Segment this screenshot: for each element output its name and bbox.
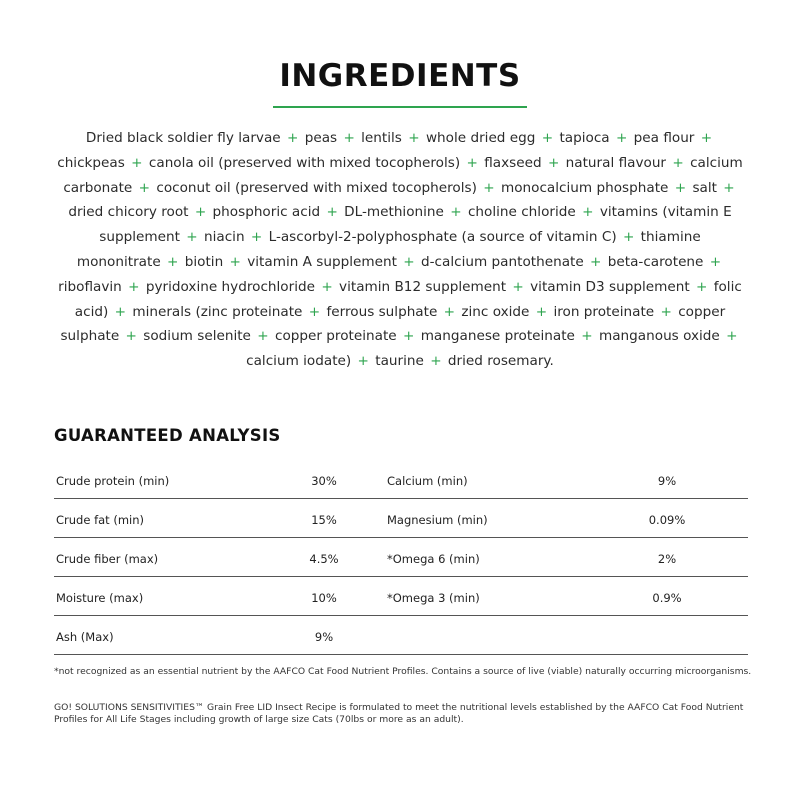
nutrient-label: Ash (Max) xyxy=(56,630,114,644)
ingredient-item: thiamine mononitrate xyxy=(76,229,701,270)
ingredient-item: dried chicory root xyxy=(68,204,189,221)
plus-separator: + xyxy=(229,253,241,270)
plus-separator: + xyxy=(672,154,684,171)
nutrient-label: Moisture (max) xyxy=(56,591,144,605)
ingredient-item: manganous oxide xyxy=(598,328,720,345)
plus-separator: + xyxy=(700,130,713,146)
ingredient-item: natural flavour xyxy=(565,154,667,171)
nutrient-label: Crude protein (min) xyxy=(56,474,170,488)
nutrient-value: 30% xyxy=(311,474,337,488)
ingredient-item: monocalcium phosphate xyxy=(500,179,669,196)
plus-separator: + xyxy=(286,130,299,146)
ingredient-item: phosphoric acid xyxy=(212,204,321,221)
heading-underline xyxy=(273,106,527,108)
plus-separator: + xyxy=(128,278,140,295)
nutrient-label: Calcium (min) xyxy=(387,474,468,488)
plus-separator: + xyxy=(186,229,198,246)
plus-separator: + xyxy=(402,328,415,345)
plus-separator: + xyxy=(125,328,137,345)
plus-separator: + xyxy=(709,253,722,270)
ingredient-item: Dried black soldier fly larvae xyxy=(85,130,281,146)
ingredient-item: salt xyxy=(692,179,717,196)
plus-separator: + xyxy=(114,303,127,320)
plus-separator: + xyxy=(167,253,179,270)
plus-separator: + xyxy=(547,154,560,171)
plus-separator: + xyxy=(408,130,420,146)
ingredient-item: choline chloride xyxy=(467,204,576,221)
plus-separator: + xyxy=(450,204,462,221)
ingredient-item: vitamins (vitamin E supplement xyxy=(99,204,732,246)
ingredient-item: minerals (zinc proteinate xyxy=(132,303,303,320)
nutrient-value: 9% xyxy=(657,474,677,488)
ingredient-item: zinc oxide xyxy=(461,303,530,320)
plus-separator: + xyxy=(357,353,369,370)
plus-separator: + xyxy=(723,179,735,196)
footnote: *not recognized as an essential nutrient by the AAFCO Cat Food Nutrient Profiles. Contains a source of live (viable) naturally occurring microorganisms. xyxy=(54,666,752,677)
nutrient-value: 0.9% xyxy=(652,591,682,605)
plus-separator: + xyxy=(582,204,594,221)
plus-separator: + xyxy=(430,353,442,370)
plus-separator: + xyxy=(622,229,635,246)
plus-separator: + xyxy=(695,278,708,295)
ingredient-item: vitamin A supplement xyxy=(247,253,397,270)
ingredient-item: chickpeas xyxy=(57,154,125,171)
ingredient-item: vitamin D3 supplement xyxy=(530,278,690,295)
plus-separator: + xyxy=(581,328,593,345)
guaranteed-analysis-heading: GUARANTEED ANALYSIS xyxy=(54,426,281,445)
nutrient-label: Magnesium (min) xyxy=(387,513,488,527)
nutrient-label: *Omega 3 (min) xyxy=(387,591,480,605)
ingredient-item: sodium selenite xyxy=(143,328,251,345)
plus-separator: + xyxy=(726,328,738,345)
ingredient-item: copper sulphate xyxy=(60,303,726,345)
ingredient-item: coconut oil (preserved with mixed tocopherols) xyxy=(156,179,477,196)
table-row xyxy=(54,616,748,655)
ingredients-heading: INGREDIENTS xyxy=(279,58,521,94)
ingredient-item: d-calcium pantothenate xyxy=(421,253,584,270)
plus-separator: + xyxy=(403,253,415,270)
ingredient-item: folic acid) xyxy=(74,278,742,320)
ingredient-item: dried rosemary. xyxy=(447,353,554,370)
nutrient-value: 4.5% xyxy=(309,552,339,566)
ingredient-item: DL-methionine xyxy=(344,204,444,221)
nutrient-value: 2% xyxy=(657,552,677,566)
plus-separator: + xyxy=(590,253,602,270)
ingredient-item: L-ascorbyl-2-polyphosphate (a source of vitamin C) xyxy=(268,229,617,246)
plus-separator: + xyxy=(541,130,554,146)
ingredient-item: copper proteinate xyxy=(274,328,397,345)
nutrient-value: 9% xyxy=(314,630,334,644)
ingredient-item: niacin xyxy=(203,229,245,246)
nutrient-value: 10% xyxy=(311,591,337,605)
ingredient-item: manganese proteinate xyxy=(420,328,575,345)
ingredient-item: vitamin B12 supplement xyxy=(339,278,507,295)
ingredient-item: riboflavin xyxy=(58,278,122,295)
guaranteed-analysis-table xyxy=(54,460,748,655)
ingredient-item: biotin xyxy=(184,253,224,270)
plus-separator: + xyxy=(660,303,672,320)
plus-separator: + xyxy=(321,278,333,295)
nutrient-label: Crude fat (min) xyxy=(56,513,144,527)
ingredient-item: ferrous sulphate xyxy=(326,303,438,320)
plus-separator: + xyxy=(343,130,355,146)
ingredients-list xyxy=(56,126,744,374)
table-row xyxy=(54,538,748,577)
ingredient-item: iron proteinate xyxy=(553,303,655,320)
ingredient-item: taurine xyxy=(375,353,424,370)
nutrient-label: Crude fiber (max) xyxy=(56,552,159,566)
ingredient-item: calcium iodate) xyxy=(246,353,352,370)
plus-separator: + xyxy=(250,229,263,246)
ingredient-item: calcium carbonate xyxy=(63,154,743,196)
plus-separator: + xyxy=(615,130,628,146)
table-row xyxy=(54,499,748,538)
nutrient-value: 0.09% xyxy=(648,513,686,527)
ingredient-item: tapioca xyxy=(559,130,610,146)
plus-separator: + xyxy=(138,179,151,196)
plus-separator: + xyxy=(194,204,207,221)
ingredient-item: canola oil (preserved with mixed tocopherols) xyxy=(148,154,461,171)
ingredient-item: pyridoxine hydrochloride xyxy=(145,278,315,295)
nutrient-label: *Omega 6 (min) xyxy=(387,552,480,566)
plus-separator: + xyxy=(512,278,524,295)
nutrient-value: 15% xyxy=(311,513,337,527)
plus-separator: + xyxy=(443,303,456,320)
aafco-statement: GO! SOLUTIONS SENSITIVITIES™ Grain Free LID Insect Recipe is formulated to meet the nutritional levels established by the AAFCO Cat Food Nutrient Profiles for All Life Stages including growth of large size Cats (70lbs or more as an adult). xyxy=(54,702,744,725)
plus-separator: + xyxy=(308,303,321,320)
plus-separator: + xyxy=(326,204,338,221)
ingredient-item: beta-carotene xyxy=(607,253,704,270)
table-row xyxy=(54,460,748,499)
plus-separator: + xyxy=(257,328,269,345)
ingredient-item: peas xyxy=(304,130,338,146)
table-row xyxy=(54,577,748,616)
plus-separator: + xyxy=(535,303,548,320)
plus-separator: + xyxy=(674,179,687,196)
ingredient-item: whole dried egg xyxy=(425,130,536,146)
ingredient-item: flaxseed xyxy=(484,154,542,171)
plus-separator: + xyxy=(466,154,478,171)
plus-separator: + xyxy=(131,154,143,171)
ingredient-item: pea flour xyxy=(633,130,695,146)
ingredient-item: lentils xyxy=(361,130,402,146)
plus-separator: + xyxy=(483,179,495,196)
